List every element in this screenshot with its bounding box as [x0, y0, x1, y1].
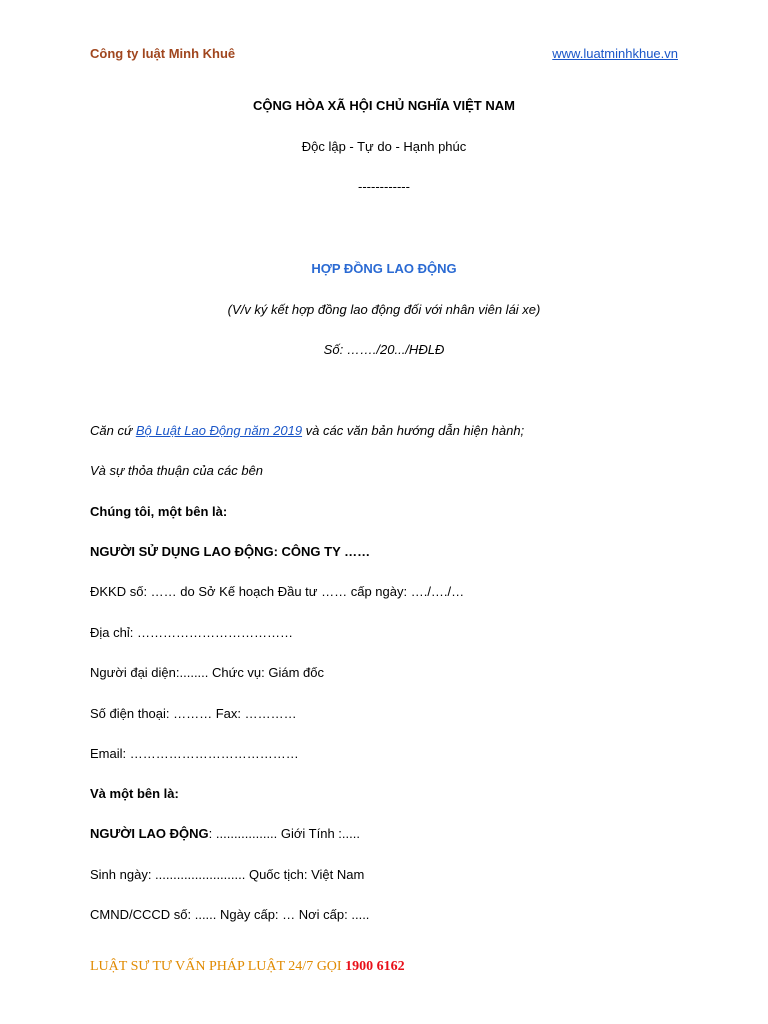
- contract-title: HỢP ĐỒNG LAO ĐỘNG: [311, 261, 457, 276]
- party-b-id: CMND/CCCD số: ...... Ngày cấp: … Nơi cấp: .....: [90, 907, 370, 922]
- national-title: CỘNG HÒA XÃ HỘI CHỦ NGHĨA VIỆT NAM: [253, 98, 515, 113]
- national-divider: ------------: [358, 179, 410, 194]
- party-b-heading: [90, 826, 360, 841]
- party-a-representative: Người đại diện:........ Chức vụ: Giám đốc: [90, 665, 325, 680]
- footer-hotline: [90, 959, 405, 975]
- party-b-intro: Và một bên là:: [90, 786, 179, 801]
- basis-line: [90, 423, 524, 438]
- basis-prefix: Căn cứ: [90, 423, 136, 438]
- party-b-heading-rest: : ................. Giới Tính :.....: [208, 826, 360, 841]
- party-a-email: Email: …………………………………: [90, 746, 299, 761]
- party-a-heading: NGƯỜI SỬ DỤNG LAO ĐỘNG: CÔNG TY ……: [90, 544, 371, 559]
- basis-suffix: và các văn bản hướng dẫn hiện hành;: [302, 423, 525, 438]
- contract-number: Số: ……./20.../HĐLĐ: [323, 342, 445, 357]
- labor-code-link[interactable]: Bộ Luật Lao Động năm 2019: [135, 423, 303, 438]
- party-a-intro: Chúng tôi, một bên là:: [90, 504, 228, 519]
- footer-phone: 1900 6162: [345, 959, 405, 974]
- header-website-link[interactable]: www.luatminhkhue.vn: [552, 46, 678, 61]
- agreement-line: Và sự thỏa thuận của các bên: [90, 463, 264, 478]
- footer-text: LUẬT SƯ TƯ VẤN PHÁP LUẬT 24/7 GỌI: [90, 959, 346, 974]
- national-motto: Độc lập - Tự do - Hạnh phúc: [301, 139, 467, 154]
- contract-subtitle: (V/v ký kết hợp đồng lao động đối với nhân viên lái xe): [227, 302, 541, 317]
- party-b-heading-label: NGƯỜI LAO ĐỘNG: [90, 826, 209, 841]
- party-a-license: ĐKKD số: …… do Sở Kế hoạch Đầu tư …… cấp ngày: …./…./…: [90, 584, 465, 599]
- party-a-address: Địa chỉ: ………………………………: [90, 625, 293, 640]
- party-a-phone: Số điện thoại: ……… Fax: …………: [90, 706, 297, 721]
- header-company: Công ty luật Minh Khuê: [90, 46, 236, 61]
- party-b-birth: Sinh ngày: ......................... Quốc tịch: Việt Nam: [90, 867, 365, 882]
